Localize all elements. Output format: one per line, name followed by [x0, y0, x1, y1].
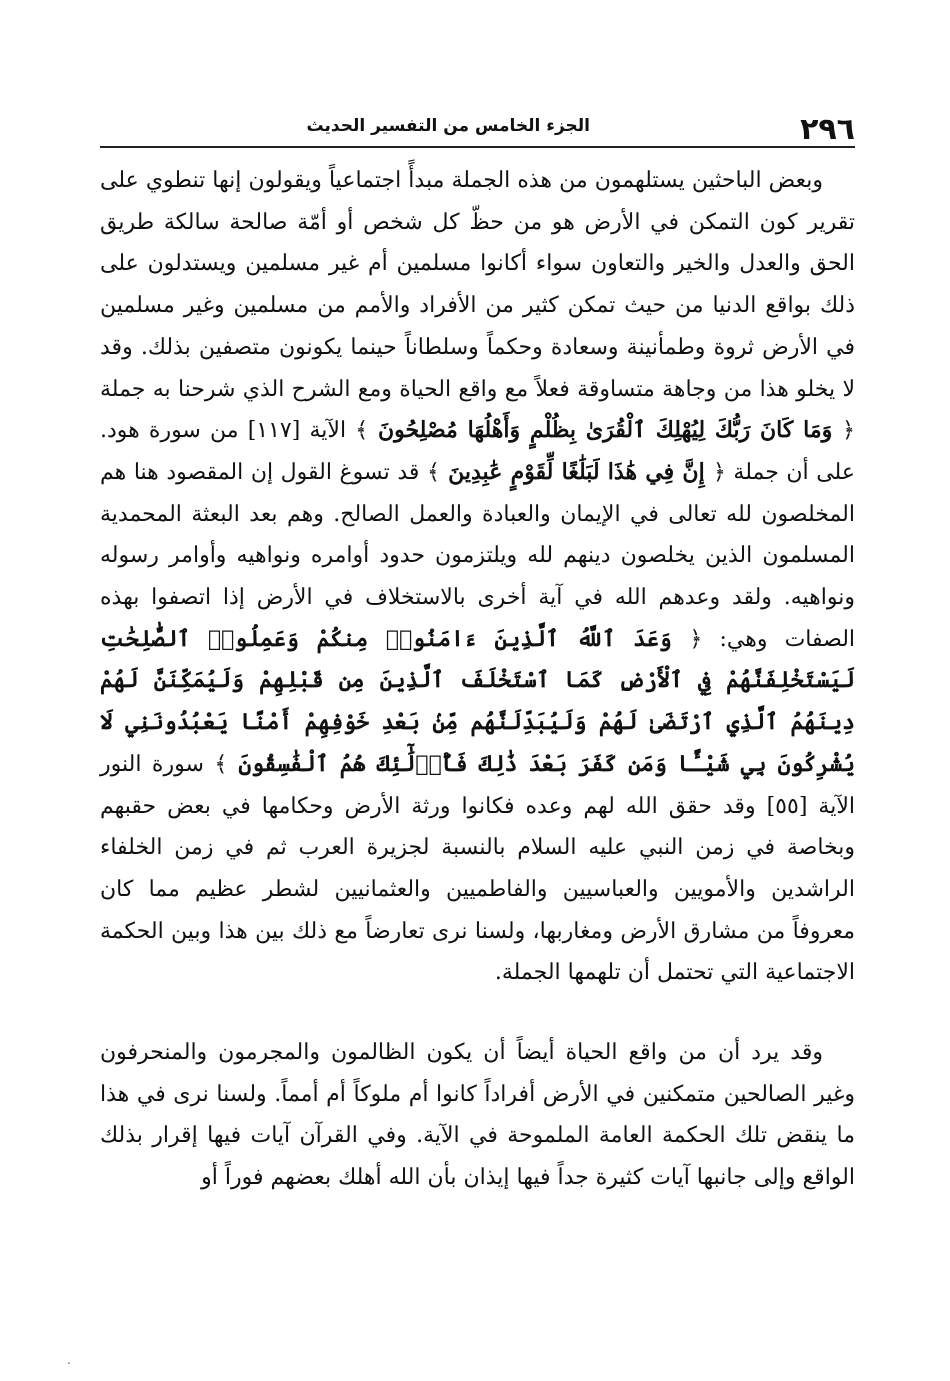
quran-quote-hud-117 — [355, 417, 855, 443]
page-number: ٢٩٦ — [800, 112, 855, 147]
quran-bracket-open: ﴿ — [842, 418, 855, 444]
quran-verse-text: وَعَدَ ٱللَّهُ ٱلَّذِينَ ءَامَنُوا۟ مِنكُمْ وَعَمِلُوا۟ ٱلصَّٰلِحَٰتِ لَيَسْتَخْلِفَنَّهُمْ فِي ٱلْأَرْضِ كَمَا ٱسْتَخْلَفَ ٱلَّذِينَ مِن قَبْلِهِمْ وَلَيُمَكِّنَنَّ لَهُمْ دِينَهُمُ ٱلَّذِي ٱرْتَضَىٰ لَهُمْ وَلَيُبَدِّلَنَّهُم مِّنۢ بَعْدِ خَوْفِهِمْ أَمْنًا يَعْبُدُونَنِي لَا يُشْرِكُونَ بِي شَيْـًٔا وَمَن كَفَرَ بَعْدَ ذَٰلِكَ فَأُو۟لَٰٓئِكَ هُمُ ٱلْفَٰسِقُونَ — [100, 625, 855, 777]
paragraph-2-text: وقد يرد أن من واقع الحياة أيضاً أن يكون الظالمون والمجرمون والمنحرفون وغير الصالحين متمكنين في الأرض أفراداً كانوا أم ملوكاً أم أمماً. ولسنا نرى في هذا ما ينقض تلك الحكمة العامة الملموحة في الآية. وفي القرآن آيات فيها إقرار بذلك الواقع وإلى جانبها آيات كثيرة جداً فيها إيذان بأن الله أهلك بعضهم فوراً أو — [100, 1040, 855, 1191]
page-header — [100, 108, 855, 147]
header-divider — [100, 146, 855, 148]
paragraph-1-text-b: الآية [١١٧] من سورة هود. على أن جملة — [100, 418, 855, 485]
quran-bracket-close: ﴾ — [427, 459, 440, 485]
quran-bracket-close: ﴾ — [214, 751, 228, 777]
paragraph-1-text-c: قد تسوغ القول إن المقصود هنا هم المخلصون لله تعالى في الإيمان والعبادة والعمل الصالح. وهم بعد البعثة المحمدية المسلمون الذين يخلصون دينهم لله ويلتزمون حدود أوامره ونواهيه وأوامر رسوله ونواهيه. ولقد وعدهم الله في آية أخرى بالاستخلاف في الأرض إذا اتصفوا بهذه الصفات وهي: — [100, 459, 856, 652]
paragraph-1 — [100, 160, 855, 994]
quran-bracket-open: ﴿ — [712, 459, 726, 485]
quran-quote-anbiya — [427, 459, 726, 485]
quran-verse-text: إِنَّ فِي هَٰذَا لَبَلَٰغًا لِّقَوْمٍ عَٰبِدِينَ — [448, 458, 705, 485]
scan-speck — [68, 1362, 70, 1364]
quran-verse-text: وَمَا كَانَ رَبُّكَ لِيُهْلِكَ ٱلْقُرَىٰ بِظُلْمٍ وَأَهْلُهَا مُصْلِحُونَ — [377, 417, 833, 444]
paragraph-1-text-a: وبعض الباحثين يستلهمون من هذه الجملة مبدأً اجتماعياً ويقولون إنها تنطوي على تقرير كون التمكن في الأرض هو من حظّ كل شخص أو أمّة صالحة سالكة طريق الحق والعدل والخير والتعاون سواء أكانوا مسلمين أم غير مسلمين ويستدلون على ذلك بواقع الدنيا من حيث تمكن كثير من الأفراد والأمم من مسلمين وغير مسلمين في الأرض ثروة وطمأنينة وسعادة وحكماً وسلطاناً حينما يكونون متصفين بذلك. وقد لا يخلو هذا من وجاهة متساوقة فعلاً مع واقع الحياة ومع الشرح الذي شرحنا به جملة — [100, 168, 855, 402]
quran-bracket-open: ﴿ — [689, 626, 703, 652]
running-title: الجزء الخامس من التفسير الحديث — [306, 116, 590, 136]
paragraph-1-text-d: سورة النور الآية [٥٥] وقد حقق الله لهم وعده فكانوا ورثة الأرض وحكامها في بعض حقبهم وبخاصة في زمن النبي عليه السلام بالنسبة لجزيرة العرب ثم في زمن الخلفاء الراشدين والأمويين والعباسيين والفاطميين والعثمانيين لشطر عظيم مما كان معروفاً من مشارق الأرض ومغاربها، ولسنا نرى تعارضاً مع ذلك بين هذا وبين الحكمة الاجتماعية التي تحتمل أن تلهمها الجملة. — [100, 751, 855, 986]
page-body — [100, 160, 855, 1199]
quran-bracket-close: ﴾ — [355, 418, 369, 444]
paragraph-2 — [100, 1032, 855, 1199]
